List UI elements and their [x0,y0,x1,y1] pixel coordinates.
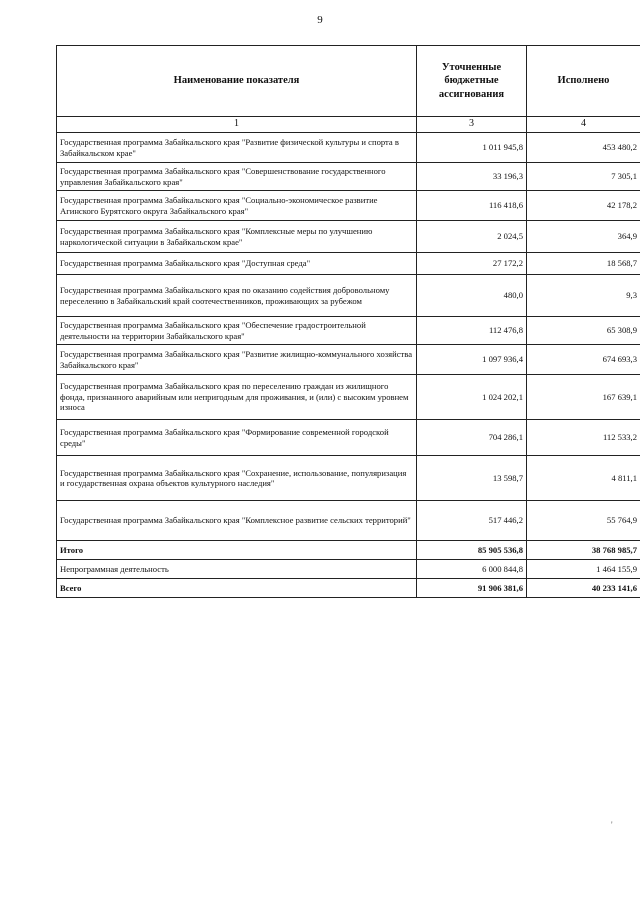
row-plan: 112 476,8 [417,317,527,345]
table-row [57,253,640,275]
table-row [57,456,640,501]
nonprogram-plan: 6 000 844,8 [417,560,527,579]
total-label: Всего [57,579,417,598]
budget-table [56,45,640,598]
row-exec: 364,9 [527,221,640,253]
row-exec: 18 568,7 [527,253,640,275]
page-number: 9 [317,14,323,26]
table-row [57,317,640,345]
subtotal-exec: 38 768 985,7 [527,541,640,560]
header-plan: Уточненные бюджетные ассигнования [417,46,527,117]
row-name: Государственная программа Забайкальского края по переселению граждан из жилищного фонда, признанного аварийным или непригодным для проживания, и (или) с высоким уровнем износа [57,375,417,420]
column-number-exec: 4 [527,117,640,133]
table-row [57,375,640,420]
row-name: Государственная программа Забайкальского края "Комплексное развитие сельских территорий" [57,501,417,541]
row-name: Государственная программа Забайкальского края "Обеспечение градостроительной деятельности на территории Забайкальского края" [57,317,417,345]
row-exec: 453 480,2 [527,133,640,163]
nonprogram-label: Непрограммная деятельность [57,560,417,579]
column-number-name: 1 [57,117,417,133]
subtotal-plan: 85 905 536,8 [417,541,527,560]
row-plan: 2 024,5 [417,221,527,253]
total-exec: 40 233 141,6 [527,579,640,598]
row-name: Государственная программа Забайкальского края "Доступная среда" [57,253,417,275]
table-row [57,420,640,456]
row-name: Государственная программа Забайкальского края "Совершенствование государственного управления Забайкальского края" [57,163,417,191]
header-name: Наименование показателя [57,46,417,117]
row-name: Государственная программа Забайкальского края "Комплексные меры по улучшению наркологической ситуации в Забайкальском крае" [57,221,417,253]
subtotal-label: Итого [57,541,417,560]
row-name: Государственная программа Забайкальского края по оказанию содействия добровольному переселению в Забайкальский край соотечественников, проживающих за рубежом [57,275,417,317]
row-exec: 55 764,9 [527,501,640,541]
row-plan: 13 598,7 [417,456,527,501]
nonprogram-row [57,560,640,579]
row-exec: 7 305,1 [527,163,640,191]
table-row [57,221,640,253]
table-row [57,191,640,221]
total-plan: 91 906 381,6 [417,579,527,598]
row-exec: 112 533,2 [527,420,640,456]
table-row [57,345,640,375]
nonprogram-exec: 1 464 155,9 [527,560,640,579]
row-exec: 4 811,1 [527,456,640,501]
table-row [57,133,640,163]
row-plan: 704 286,1 [417,420,527,456]
row-name: Государственная программа Забайкальского края "Развитие физической культуры и спорта в Забайкальском крае" [57,133,417,163]
row-plan: 517 446,2 [417,501,527,541]
column-number-row [57,117,640,133]
scan-mark: ' [611,820,613,830]
row-plan: 1 024 202,1 [417,375,527,420]
table-row [57,275,640,317]
row-plan: 33 196,3 [417,163,527,191]
row-name: Государственная программа Забайкальского края "Социально-экономическое развитие Агинского Бурятского округа Забайкальского края" [57,191,417,221]
table-row [57,501,640,541]
row-exec: 9,3 [527,275,640,317]
row-plan: 27 172,2 [417,253,527,275]
total-row [57,579,640,598]
subtotal-row [57,541,640,560]
row-exec: 674 693,3 [527,345,640,375]
row-exec: 65 308,9 [527,317,640,345]
header-exec: Исполнено [527,46,640,117]
row-plan: 480,0 [417,275,527,317]
row-name: Государственная программа Забайкальского края "Формирование современной городской среды" [57,420,417,456]
table-row [57,163,640,191]
row-plan: 1 097 936,4 [417,345,527,375]
column-number-plan: 3 [417,117,527,133]
row-exec: 167 639,1 [527,375,640,420]
row-name: Государственная программа Забайкальского края "Сохранение, использование, популяризация и государственная охрана объектов культурного наследия" [57,456,417,501]
header-row [57,46,640,117]
row-plan: 1 011 945,8 [417,133,527,163]
row-name: Государственная программа Забайкальского края "Развитие жилищно-коммунального хозяйства Забайкальского края" [57,345,417,375]
row-plan: 116 418,6 [417,191,527,221]
row-exec: 42 178,2 [527,191,640,221]
